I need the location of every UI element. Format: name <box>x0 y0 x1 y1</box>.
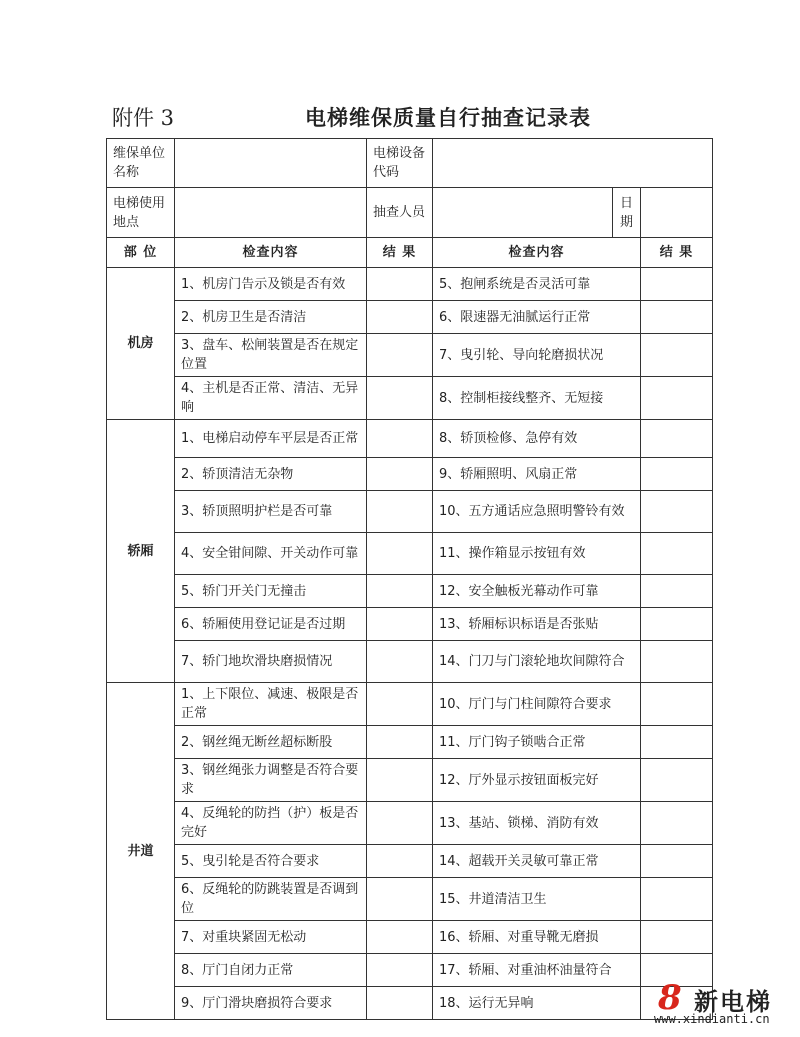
check-item: 2、钢丝绳无断丝超标断股 <box>175 726 367 759</box>
result-cell[interactable] <box>641 921 713 954</box>
check-item: 8、轿顶检修、急停有效 <box>433 420 641 458</box>
check-item: 2、轿顶清洁无杂物 <box>175 458 367 491</box>
result-cell[interactable] <box>641 458 713 491</box>
table-row <box>107 458 713 491</box>
check-item: 6、限速器无油腻运行正常 <box>433 301 641 334</box>
check-item: 10、五方通话应急照明警铃有效 <box>433 491 641 533</box>
watermark <box>652 972 798 1032</box>
check-item: 12、厅外显示按钮面板完好 <box>433 759 641 802</box>
result-cell[interactable] <box>367 575 433 608</box>
result-cell[interactable] <box>367 608 433 641</box>
result-cell[interactable] <box>367 845 433 878</box>
table-row <box>107 575 713 608</box>
result-cell[interactable] <box>641 533 713 575</box>
check-item: 16、轿厢、对重导靴无磨损 <box>433 921 641 954</box>
result-cell[interactable] <box>367 641 433 683</box>
result-cell[interactable] <box>367 377 433 420</box>
result-cell[interactable] <box>641 334 713 377</box>
table-row <box>107 987 713 1020</box>
result-cell[interactable] <box>641 575 713 608</box>
result-cell[interactable] <box>641 759 713 802</box>
table-row <box>107 726 713 759</box>
table-row <box>107 954 713 987</box>
table-row <box>107 301 713 334</box>
check-item: 15、井道清洁卫生 <box>433 878 641 921</box>
table-row <box>107 759 713 802</box>
unit-field[interactable] <box>175 139 367 188</box>
col-part: 部 位 <box>107 238 175 268</box>
code-label: 电梯设备代码 <box>367 139 433 188</box>
check-item: 1、电梯启动停车平层是否正常 <box>175 420 367 458</box>
result-cell[interactable] <box>641 683 713 726</box>
check-item: 6、轿厢使用登记证是否过期 <box>175 608 367 641</box>
check-item: 3、钢丝绳张力调整是否符合要求 <box>175 759 367 802</box>
result-cell[interactable] <box>367 301 433 334</box>
section-label: 轿厢 <box>107 420 175 683</box>
result-cell[interactable] <box>641 301 713 334</box>
brand-name: 新电梯 <box>694 988 772 1016</box>
attachment-label: 附件 3 <box>112 106 175 130</box>
result-cell[interactable] <box>367 921 433 954</box>
check-item: 2、机房卫生是否清洁 <box>175 301 367 334</box>
page-title: 电梯维保质量自行抽查记录表 <box>305 106 591 130</box>
col-result-2: 结 果 <box>641 238 713 268</box>
result-cell[interactable] <box>641 845 713 878</box>
result-cell[interactable] <box>367 533 433 575</box>
result-cell[interactable] <box>367 878 433 921</box>
result-cell[interactable] <box>641 641 713 683</box>
check-item: 9、厅门滑块磨损符合要求 <box>175 987 367 1020</box>
check-item: 4、反绳轮的防挡（护）板是否完好 <box>175 802 367 845</box>
result-cell[interactable] <box>367 420 433 458</box>
check-item: 17、轿厢、对重油杯油量符合 <box>433 954 641 987</box>
check-item: 3、轿顶照明护栏是否可靠 <box>175 491 367 533</box>
table-row <box>107 921 713 954</box>
check-item: 14、门刀与门滚轮地坎间隙符合 <box>433 641 641 683</box>
result-cell[interactable] <box>367 726 433 759</box>
check-item: 3、盘车、松闸装置是否在规定位置 <box>175 334 367 377</box>
result-cell[interactable] <box>641 377 713 420</box>
inspector-field[interactable] <box>433 188 613 238</box>
check-item: 7、对重块紧固无松动 <box>175 921 367 954</box>
check-item: 13、基站、锁梯、消防有效 <box>433 802 641 845</box>
check-item: 7、曳引轮、导向轮磨损状况 <box>433 334 641 377</box>
site-field[interactable] <box>175 188 367 238</box>
result-cell[interactable] <box>641 726 713 759</box>
table-row <box>107 641 713 683</box>
check-item: 11、厅门钩子锁啮合正常 <box>433 726 641 759</box>
result-cell[interactable] <box>641 268 713 301</box>
table-row <box>107 683 713 726</box>
result-cell[interactable] <box>367 458 433 491</box>
col-content-1: 检查内容 <box>175 238 367 268</box>
section-label: 机房 <box>107 268 175 420</box>
result-cell[interactable] <box>641 608 713 641</box>
check-item: 8、控制柜接线整齐、无短接 <box>433 377 641 420</box>
result-cell[interactable] <box>367 802 433 845</box>
result-cell[interactable] <box>641 491 713 533</box>
check-item: 4、主机是否正常、清洁、无异响 <box>175 377 367 420</box>
result-cell[interactable] <box>641 802 713 845</box>
check-item: 18、运行无异响 <box>433 987 641 1020</box>
result-cell[interactable] <box>367 268 433 301</box>
table-row <box>107 268 713 301</box>
check-item: 8、厅门自闭力正常 <box>175 954 367 987</box>
result-cell[interactable] <box>367 683 433 726</box>
result-cell[interactable] <box>367 334 433 377</box>
unit-label: 维保单位名称 <box>107 139 175 188</box>
check-item: 1、机房门告示及锁是否有效 <box>175 268 367 301</box>
code-field[interactable] <box>433 139 713 188</box>
result-cell[interactable] <box>641 420 713 458</box>
table-row <box>107 845 713 878</box>
check-item: 10、厅门与门柱间隙符合要求 <box>433 683 641 726</box>
check-item: 5、轿门开关门无撞击 <box>175 575 367 608</box>
check-item: 5、曳引轮是否符合要求 <box>175 845 367 878</box>
check-item: 14、超载开关灵敏可靠正常 <box>433 845 641 878</box>
check-item: 1、上下限位、减速、极限是否正常 <box>175 683 367 726</box>
table-row <box>107 491 713 533</box>
check-item: 4、安全钳间隙、开关动作可靠 <box>175 533 367 575</box>
table-row <box>107 878 713 921</box>
table-row <box>107 608 713 641</box>
table-row <box>107 802 713 845</box>
site-label: 电梯使用地点 <box>107 188 175 238</box>
check-item: 11、操作箱显示按钮有效 <box>433 533 641 575</box>
check-item: 12、安全触板光幕动作可靠 <box>433 575 641 608</box>
result-cell[interactable] <box>367 954 433 987</box>
col-result-1: 结 果 <box>367 238 433 268</box>
result-cell[interactable] <box>641 878 713 921</box>
table-row <box>107 533 713 575</box>
brand-url: www.xindianti.cn <box>654 1012 770 1026</box>
table-row <box>107 420 713 458</box>
brand-logo-icon: 8 <box>658 978 682 1018</box>
check-item: 7、轿门地坎滑块磨损情况 <box>175 641 367 683</box>
check-item: 13、轿厢标识标语是否张贴 <box>433 608 641 641</box>
table-row <box>107 334 713 377</box>
inspection-table <box>106 138 713 1020</box>
result-cell[interactable] <box>367 759 433 802</box>
section-label: 井道 <box>107 683 175 1020</box>
check-item: 5、抱闸系统是否灵活可靠 <box>433 268 641 301</box>
table-row <box>107 377 713 420</box>
date-label: 日期 <box>613 188 641 238</box>
check-item: 6、反绳轮的防跳装置是否调到位 <box>175 878 367 921</box>
result-cell[interactable] <box>367 987 433 1020</box>
check-item: 9、轿厢照明、风扇正常 <box>433 458 641 491</box>
inspector-label: 抽查人员 <box>367 188 433 238</box>
result-cell[interactable] <box>367 491 433 533</box>
col-content-2: 检查内容 <box>433 238 641 268</box>
title-row <box>112 96 712 136</box>
date-field[interactable] <box>641 188 713 238</box>
